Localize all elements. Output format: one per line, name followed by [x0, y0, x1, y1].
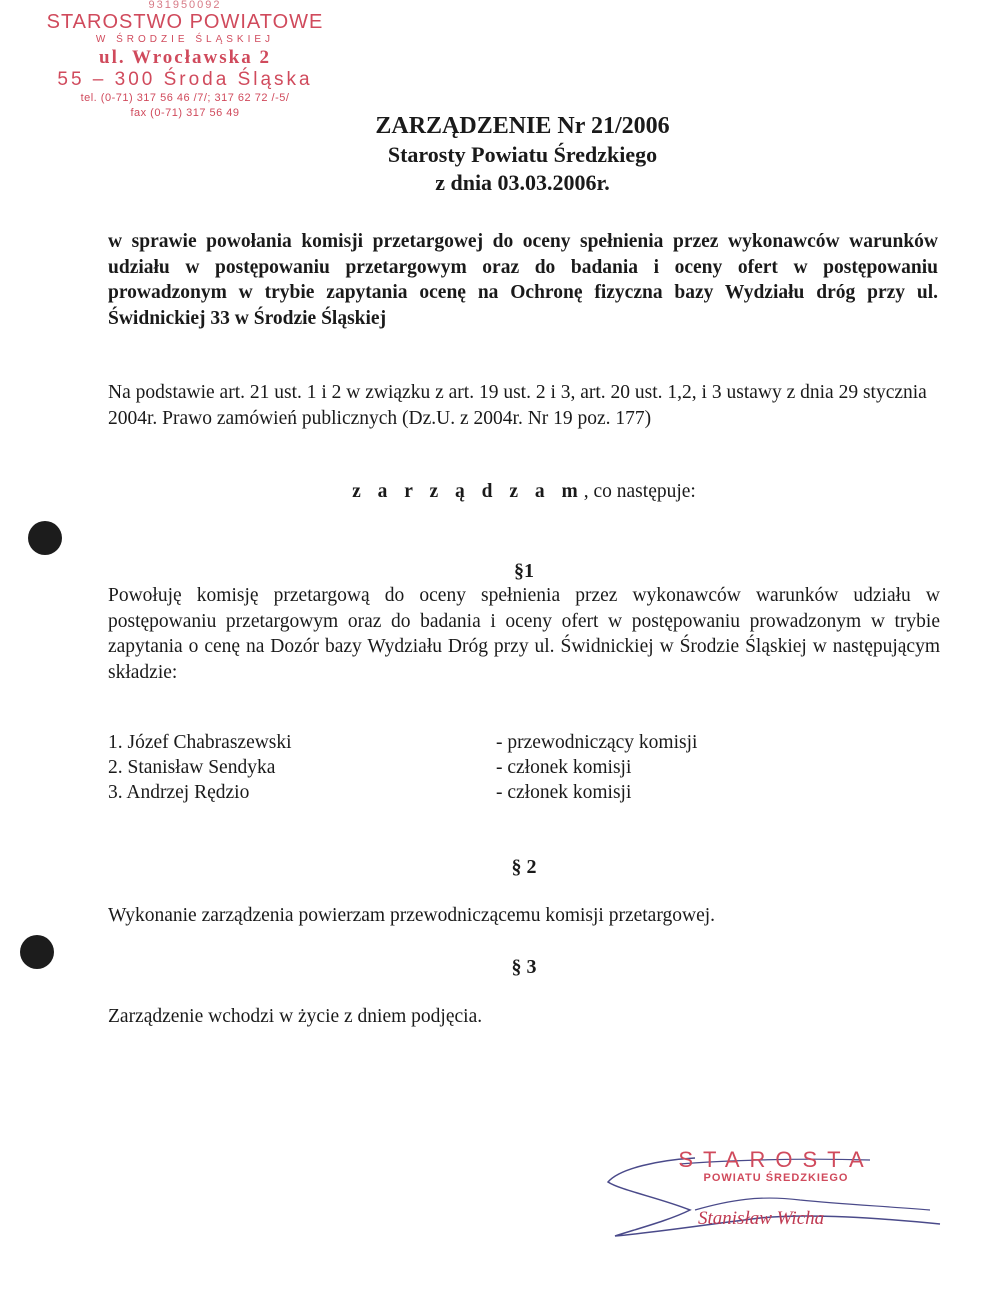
signature-stamp — [676, 1149, 876, 1185]
legal-basis: Na podstawie art. 21 ust. 1 i 2 w związku z art. 19 ust. 2 i 3, art. 20 ust. 1,2, i 3 ustawy z dnia 29 stycznia 2004r. Prawo zamówień publicznych (Dz.U. z 2004r. Nr 19 poz. 177) — [108, 382, 927, 429]
decree-line — [108, 481, 940, 503]
section-1-text: Powołuję komisję przetargową do oceny spełnienia przez wykonawców warunków udziału w postępowaniu przetargowym oraz do badania i oceny ofert w postępowaniu prowadzonym w trybie zapytania o cenę na Dozór bazy Wydziału Dróg przy ul. Świdnickiej w Środzie Śląskiej w następującym składzie: — [108, 585, 940, 683]
stamp-fax: fax (0-71) 317 56 49 — [130, 107, 240, 119]
section-1-heading: §1 — [514, 560, 534, 582]
signature-office: POWIATU ŚREDZKIEGO — [703, 1172, 849, 1184]
member-role: - przewodniczący komisji — [496, 732, 698, 753]
member-name: 3. Andrzej Rędzio — [108, 782, 250, 803]
punch-hole — [28, 521, 62, 555]
decree-rest: , co następuje: — [583, 481, 696, 502]
member-name: 1. Józef Chabraszewski — [108, 732, 292, 753]
stamp-phone: tel. (0-71) 317 56 46 /7/; 317 62 72 /-5/ — [80, 92, 290, 104]
stamp-office-name: STAROSTWO POWIATOWE — [46, 11, 324, 33]
stamp-street: ul. Wrocławska 2 — [99, 47, 271, 68]
document-issuer: Starosty Powiatu Średzkiego — [387, 142, 658, 167]
committee-members — [108, 730, 808, 805]
document-date: z dnia 03.03.2006r. — [435, 170, 610, 195]
signatory-name: Stanisław Wicha — [698, 1208, 825, 1229]
stamp-town: W ŚRODZIE ŚLĄSKIEJ — [95, 34, 275, 45]
section-2-heading: § 2 — [511, 856, 537, 878]
member-row — [108, 755, 808, 780]
member-name: 2. Stanisław Sendyka — [108, 757, 276, 778]
document-title: ZARZĄDZENIE Nr 21/2006 — [375, 113, 670, 139]
stamp-regon: 931950092 — [148, 0, 222, 11]
office-stamp — [40, 0, 330, 121]
signature-title: STAROSTA — [678, 1147, 874, 1172]
punch-hole — [20, 935, 54, 969]
member-role: - członek komisji — [496, 757, 632, 778]
section-3-heading: § 3 — [511, 956, 537, 978]
document-subject: w sprawie powołania komisji przetargowej do oceny spełnienia przez wykonawców warunków udziału w postępowaniu przetargowym oraz do badania i oceny ofert w postępowaniu prowadzonym w trybie zapytania ocenę na Ochronę fizyczna bazy Wydziału dróg przy ul. Świdnickiej 33 w Środzie Śląskiej — [108, 231, 938, 329]
section-2-text: Wykonanie zarządzenia powierzam przewodniczącemu komisji przetargowej. — [108, 905, 716, 926]
stamp-city: 55 – 300 Środa Śląska — [57, 69, 313, 90]
section-3-text: Zarządzenie wchodzi w życie z dniem podjęcia. — [108, 1006, 483, 1027]
member-row — [108, 730, 808, 755]
member-role: - członek komisji — [496, 782, 632, 803]
decree-word: z a r z ą d z a m — [352, 481, 584, 502]
member-row — [108, 780, 808, 805]
